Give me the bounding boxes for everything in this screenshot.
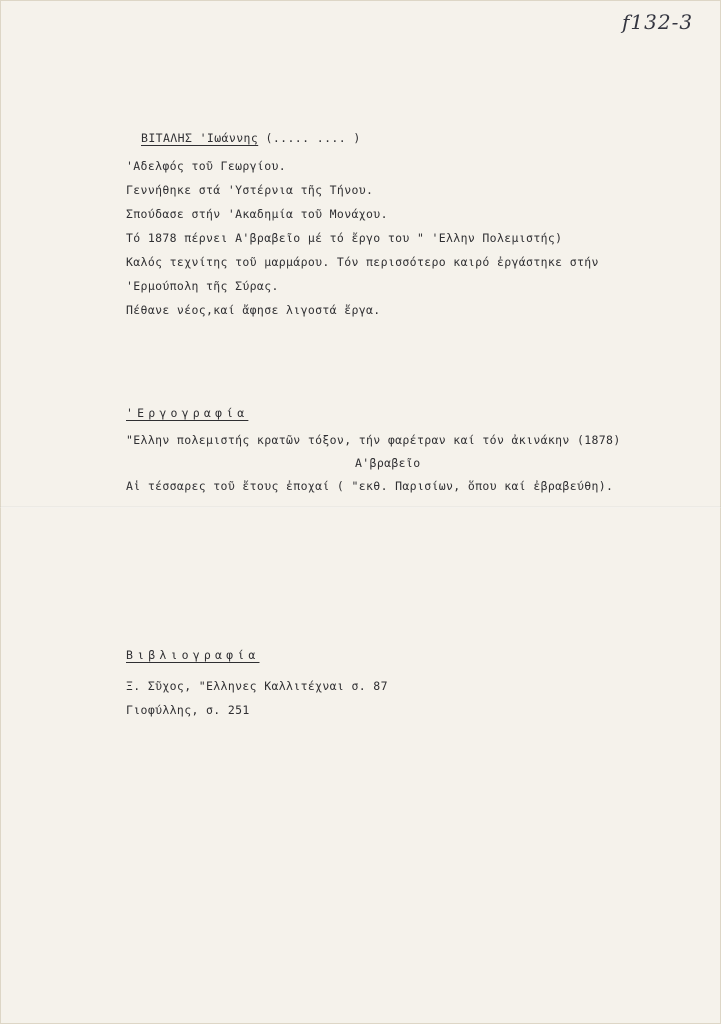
page-fold-crease (0, 506, 721, 508)
bibliography-item: Ξ. Σῦχος, "Ελληνες Καλλιτέχναι σ. 87 (126, 679, 388, 693)
works-heading-text: 'Εργογραφία (126, 406, 249, 420)
bibliography-item: Γιοφύλλης, σ. 251 (126, 703, 250, 717)
life-dates: (..... .... ) (265, 131, 361, 145)
folio-number: f132-3 (622, 10, 694, 34)
bibliography-heading (126, 648, 259, 662)
works-heading (126, 406, 248, 420)
biography-line: Σπούδασε στήν 'Ακαδημία τοῦ Μονάχου. (126, 207, 388, 221)
biography-line: Καλός τεχνίτης τοῦ μαρμάρου. Τόν περισσότερο καιρό ἐργάστηκε στήν (126, 255, 599, 269)
artist-name: ΒΙΤΑΛΗΣ 'Ιωάννης (141, 131, 259, 145)
award-line: Α'βραβεῖο (355, 456, 421, 470)
work-item: "Ελλην πολεμιστής κρατῶν τόξον, τήν φαρέτραν καί τόν ἀκινάκην (1878) (126, 433, 621, 447)
biography-line: Τό 1878 πέρνει Α'βραβεῖο μέ τό ἔργο του " 'Ελλην Πολεμιστής) (126, 231, 563, 245)
biography-line: 'Ερμούπολη τῆς Σύρας. (126, 279, 279, 293)
biography-line: Γεννήθηκε στά 'Υστέρνια τῆς Τήνου. (126, 183, 374, 197)
work-item: Αἱ τέσσαρες τοῦ ἔτους ἐποχαί ( "εκθ. Παρισίων, ὅπου καί ἐβραβεύθη). (126, 479, 614, 493)
bibliography-heading-text: Βιβλιογραφία (126, 648, 260, 662)
entry-heading (141, 131, 361, 145)
biography-line: 'Αδελφός τοῦ Γεωργίου. (126, 159, 287, 173)
biography-line: Πέθανε νέος,καί ἄφησε λιγοστά ἔργα. (126, 303, 381, 317)
